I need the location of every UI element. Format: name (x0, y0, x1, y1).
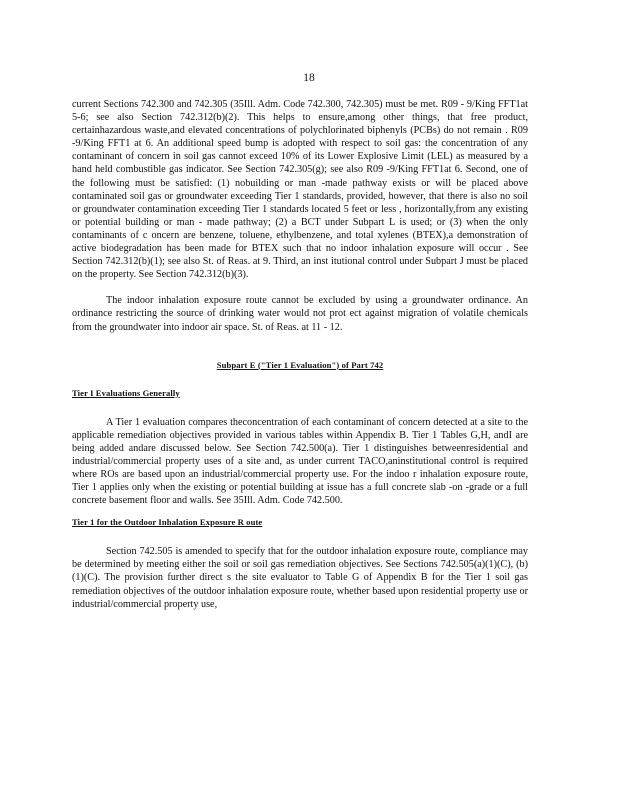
tier1-outdoor-heading: Tier 1 for the Outdoor Inhalation Exposure R oute (72, 517, 263, 528)
paragraph-outdoor-inhalation: Section 742.505 is amended to specify that for the outdoor inhalation exposure route, compliance may be determined by meeting either the soil or soil gas remediation objectives. See Sections 742.505(a)(1)(C), (b)(1)(C). The provision further direct s the site evaluator to Table G of Appendix B for the Tier 1 soil gas remediation objectives of the outdoor inhalation exposure route, whether based upon residential property use or industrial/commercial property use, (72, 546, 528, 610)
page-number: 18 (303, 72, 315, 84)
tier1-evaluations-heading: Tier I Evaluations Generally (72, 387, 180, 398)
paragraph-institutional-controls: current Sections 742.300 and 742.305 (35Ill. Adm. Code 742.300, 742.305) must be met. R09 - 9/King FFT1at 5-6; see also Section 742.312(b)(2). This helps to ensure,among other things, that free product, certainhazardous waste,and elevated concentrations of polychlorinated biphenyls (PCBs) do not remain . R09 -9/King FFT1 at 6. An additional speed bump is adopted with respect to soil gas: the concentration of any contaminant of concern in soil gas cannot exceed 10% of its Lower Explosive Limit (LEL) as measured by a hand held combustible gas indicator. See Section 742.305(g); see also R09 -9/King FFT1at 6. Second, one of the following must be satisfied: (1) nobuilding or man -made pathway exists or will be placed above contaminated soil gas or groundwater exceeding Tier 1 standards, provided, however, that there is also no soil or groundwater contamination exceeding Tier 1 standards located 5 feet or less , horizontally,from any existing or potential building or man - made pathway; (2) a BCT under Subpart L is used; or (3) when the only contaminants of c oncern are benzene, toluene, ethylbenzene, and total xylenes (BTEX),a demonstration of active biodegradation has been made for BTEX such that no indoor inhalation exposure will occur . See Section 742.312(b)(1); see also St. of Reas. at 9. Third, an inst itutional control under Subpart J must be placed on the property. See Section 742.312(b)(3). (72, 99, 528, 281)
paragraph-groundwater-ordinance: The indoor inhalation exposure route cannot be excluded by using a groundwater ordinance. An ordinance restricting the source of drinking water would not prot ect against migration of volatile chemicals from the groundwater into indoor air space. St. of Reas. at 11 - 12. (72, 295, 528, 333)
paragraph-tier1-evaluation: A Tier 1 evaluation compares theconcentration of each contaminant of concern detected at a site to the applicable remediation objectives provided in various tables within Appendix B. Tier 1 Tables G,H, andI are being added andare discussed below. See Section 742.500(a). Tier 1 distinguishes betweenresidential and industrial/commercial property uses of a site and, as under current TACO,aninstitutional control is required where ROs are based upon an industrial/commercial property use. For the indoo r inhalation exposure route, Tier 1 applies only when the existing or potential building at issue has a full concrete slab -on -grade or a full concrete basement floor and walls. See 35Ill. Adm. Code 742.500. (72, 416, 528, 507)
subpart-e-heading: Subpart E ("Tier 1 Evaluation") of Part 742 (216, 359, 384, 370)
document-body (72, 98, 528, 611)
